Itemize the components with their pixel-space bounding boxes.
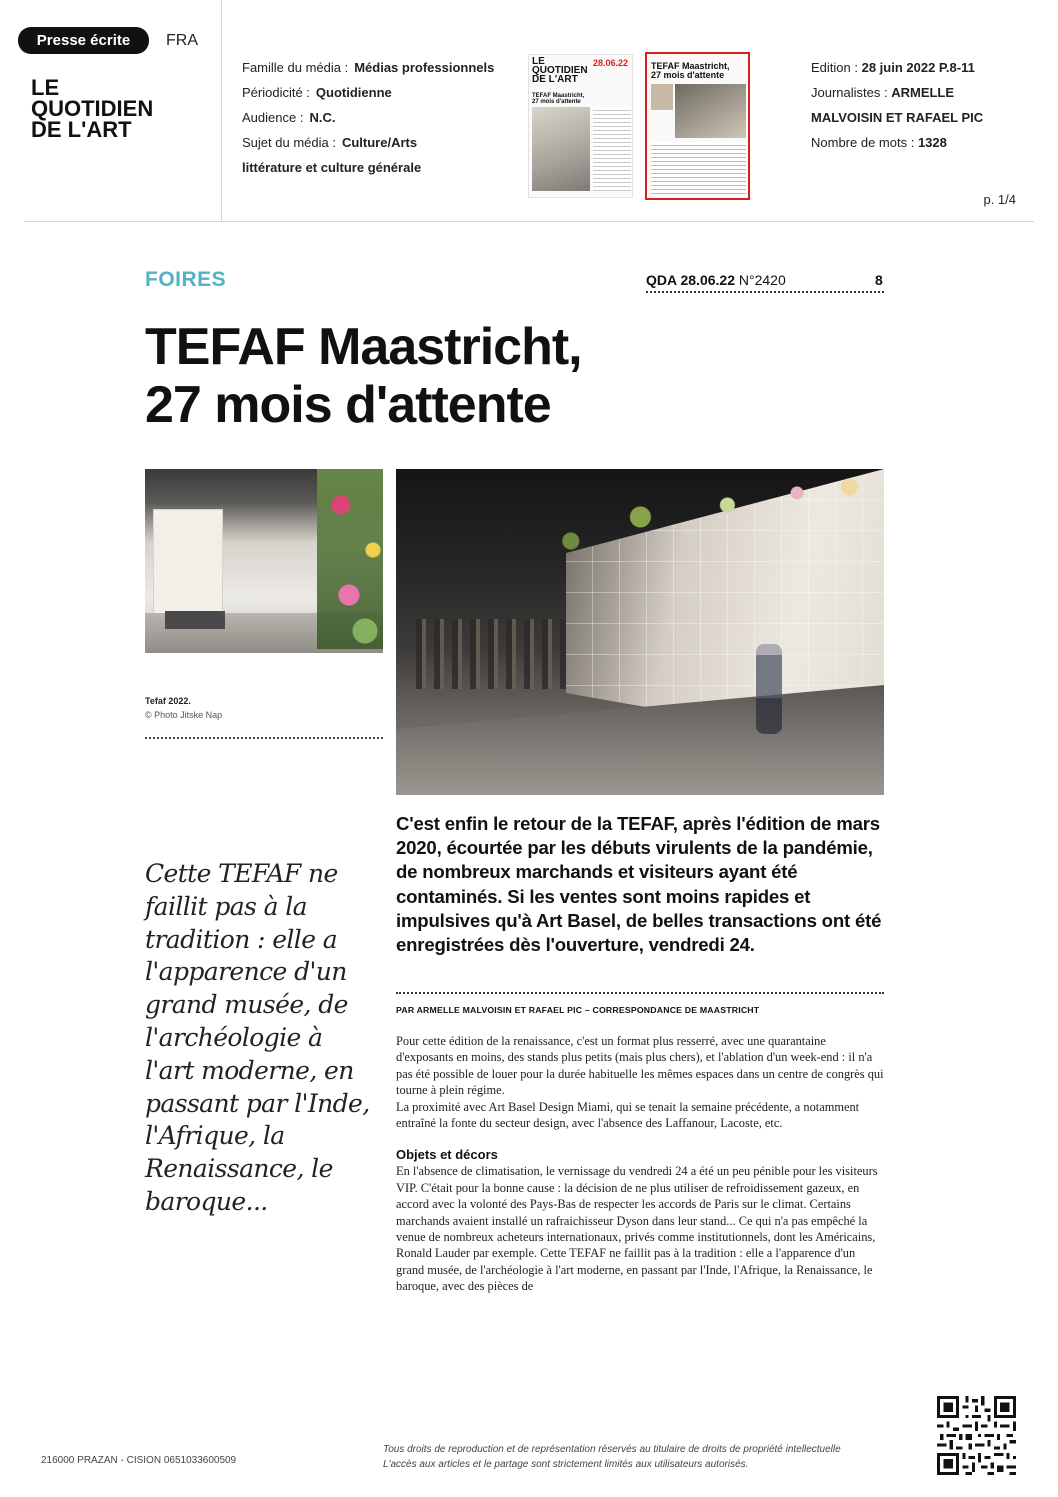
thumb-title: TEFAF Maastricht, 27 mois d'attente: [532, 93, 585, 105]
paragraph: En l'absence de climatisation, le vernissage du vendredi 24 a été un peu pénible pour les visiteurs VIP. C'était pour la bonne cause : la décision de ne plus utiliser de refroidissement gazeux, en accord avec la volonté des Pays-Bas de respecter les accords de Paris sur le climat. Certains marchands avaient installé un rafraichisseur Dyson dans leur stand... Ce qui n'a pas empêché la venue de nombreux acheteurs internationaux, privés comme institutionnels, dont les Américains, Ronald Lauder par exemple. Cette TEFAF ne faillit pas à la tradition : elle a l'apparence d'un grand musée, de l'archéologie à l'art moderne, en passant par l'Inde, l'Afrique, la Renaissance, le baroque, avec des pièces de: [396, 1164, 878, 1294]
issue-page-number: 8: [875, 272, 883, 288]
meta-edition: Edition : 28 juin 2022 P.8-11: [811, 60, 975, 75]
meta-journalists-cont: MALVOISIN ET RAFAEL PIC: [811, 110, 984, 125]
article-byline: PAR ARMELLE MALVOISIN ET RAFAEL PIC – CORRESPONDANCE DE MAASTRICHT: [396, 1005, 760, 1015]
media-meta-right: [811, 55, 1026, 155]
logo-line: LE: [31, 75, 60, 100]
footer-client-id: 216000 PRAZAN - CISION 0651033600509: [41, 1455, 237, 1466]
photo-caption: [145, 694, 222, 722]
header-divider-vertical: [221, 0, 222, 221]
caption-credit: © Photo Jitske Nap: [145, 710, 223, 720]
media-type-badge: Presse écrite: [18, 27, 149, 54]
thumb-title: TEFAF Maastricht, 27 mois d'attente: [651, 61, 730, 80]
lede-dotted-rule: [396, 992, 884, 994]
language-code: FRA: [166, 32, 198, 49]
meta-audience: Audience : N.C.: [242, 110, 336, 125]
thumb-text-block: [651, 142, 746, 196]
meta-subject-extra: littérature et culture générale: [242, 160, 422, 175]
title-line: TEFAF Maastricht,: [145, 318, 582, 376]
footer-rights: Tous droits de reproduction et de représentation réservés au titulaire de droits de propriété intellectuelle L'accès aux articles et le partage sont strictement limités aux utilisateurs autorisés.: [383, 1444, 841, 1470]
issue-dotted-rule: [646, 291, 884, 293]
article-body: [396, 1033, 886, 1295]
meta-frequency: Périodicité : Quotidienne: [242, 85, 392, 100]
qr-code-icon[interactable]: [937, 1396, 1016, 1475]
paragraph: La proximité avec Art Basel Design Miami, qui se tenait la semaine précédente, a notamment entraîné la fonte du secteur design, avec l'absence des Laffanour, Lacoste, etc.: [396, 1099, 860, 1131]
thumb-logo: LE QUOTIDIEN DE L'ART: [532, 56, 588, 85]
thumb-text-column: [593, 107, 631, 191]
page-indicator: p. 1/4: [983, 192, 1016, 207]
photo-fair-lounge: [145, 469, 383, 653]
media-meta-left: [242, 55, 542, 180]
photo-fair-hall: [396, 469, 884, 795]
thumb-image-small: [651, 84, 673, 110]
pull-quote: Cette TEFAF ne faillit pas à la tradition : elle a l'apparence d'un grand musée, de l'archéologie à l'art moderne, en passant par l'Inde, l'Afrique, la Renaissance, le baroque...: [145, 859, 370, 1216]
publication-logo: [31, 77, 201, 140]
subheading: Objets et décors: [396, 1147, 498, 1163]
thumb-date: 28.06.22: [592, 58, 628, 68]
thumb-image-large: [675, 84, 746, 138]
section-label: FOIRES: [145, 268, 227, 291]
header-divider-horizontal: [24, 221, 1034, 222]
caption-title: Tefaf 2022.: [145, 696, 191, 706]
caption-dotted-rule: [145, 737, 383, 739]
meta-word-count: Nombre de mots : 1328: [811, 135, 947, 150]
article-title: [145, 318, 845, 434]
meta-journalists: Journalistes : ARMELLE: [811, 85, 955, 100]
thumb-image: [532, 107, 590, 191]
title-line: 27 mois d'attente: [145, 376, 551, 434]
article-lede: C'est enfin le retour de la TEFAF, après l'édition de mars 2020, écourtée par les débuts virulents de la pandémie, de nombreux marchands et visiteurs ayant été contaminés. Si les ventes sont moins rapides et impulsives qu'à Art Basel, de belles transactions ont été enregistrées dès l'ouverture, vendredi 24.: [396, 813, 882, 956]
logo-line: QUOTIDIEN: [31, 96, 154, 121]
front-page-thumbnail[interactable]: [528, 54, 633, 198]
meta-family: Famille du média : Médias professionnels: [242, 60, 495, 75]
logo-line: DE L'ART: [31, 117, 132, 142]
issue-info: QDA 28.06.22 N°2420: [646, 272, 786, 288]
article-page-thumbnail[interactable]: [645, 52, 750, 200]
paragraph: Pour cette édition de la renaissance, c'est un format plus resserré, avec une quarantaine d'exposants en moins, des stands plus petits (mais plus chers), et l'ablation d'un week-end : il n'a pas été possible de louer pour la durée habituelle les mêmes espaces dans un centre de congrès qui tourne à plein régime.: [396, 1034, 884, 1098]
meta-subject: Sujet du média : Culture/Arts: [242, 135, 418, 150]
